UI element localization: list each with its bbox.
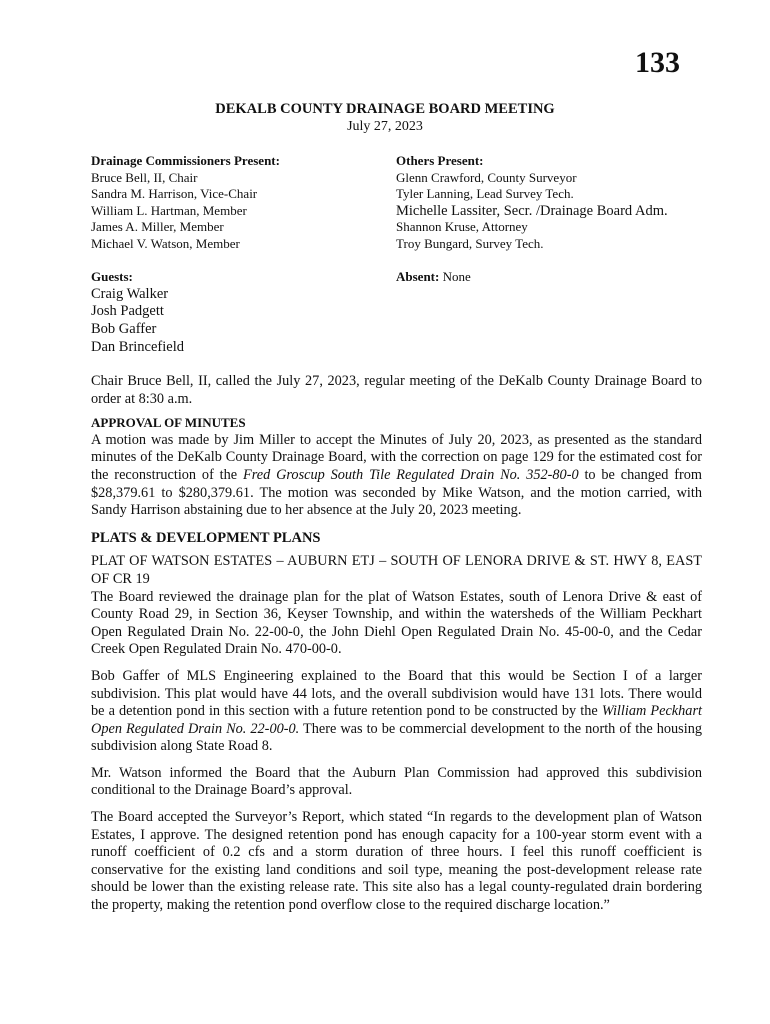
approval-heading: APPROVAL OF MINUTES	[91, 415, 246, 431]
gaffer-text-a: Bob Gaffer of MLS Engineering explained to the Board that this would be Section I of a larger subdivision. This plat would have 44 lots, and the overall subdivision would have 131 lots. There would be a detention pond in this section with a future retention pond to be constructed by the	[91, 667, 702, 720]
guest-item: Dan Brincefield	[91, 338, 185, 355]
commissioner-item: James A. Miller, Member	[91, 219, 224, 235]
plat-paragraph-review: The Board reviewed the drainage plan for the plat of Watson Estates, south of Lenora Drive & east of County Road 29, in Section 36, Keyser Township, and within the watersheds of the William Peckhart Open Regulated Drain No. 22-00-0, the John Diehl Open Regulated Drain No. 45-00-0, and the Cedar Creek Open Regulated Drain No. 470-00-0.	[91, 588, 702, 658]
others-heading: Others Present:	[396, 153, 484, 168]
others-item: Troy Bungard, Survey Tech.	[396, 235, 544, 251]
meeting-date: July 27, 2023	[347, 119, 423, 134]
plats-heading: PLATS & DEVELOPMENT PLANS	[91, 529, 321, 546]
absent-value: None	[442, 269, 471, 284]
commissioner-item: William L. Hartman, Member	[91, 202, 247, 218]
document-title: DEKALB COUNTY DRAINAGE BOARD MEETING	[215, 101, 555, 117]
guest-item: Josh Padgett	[91, 303, 164, 320]
commissioners-section	[91, 153, 381, 253]
commissioner-item: Bruce Bell, II, Chair	[91, 169, 198, 185]
commissioners-heading: Drainage Commissioners Present:	[91, 153, 280, 168]
commissioner-item: Sandra M. Harrison, Vice-Chair	[91, 186, 258, 202]
document-body	[91, 373, 702, 924]
guests-heading: Guests:	[91, 269, 133, 284]
absent-section	[396, 269, 471, 286]
approval-text-a: A motion was made by Jim Miller to accept the Minutes of July 20, 2023, as presented as the standard minutes of the DeKalb County Drainage Board, with the correction on page 129 for the estimated cost for the reconstruction of the	[91, 431, 702, 483]
others-item: Glenn Crawford, County Surveyor	[396, 169, 577, 185]
plat-title: PLAT OF WATSON ESTATES – AUBURN ETJ – SOUTH OF LENORA DRIVE & ST. HWY 8, EAST OF CR 19	[91, 553, 702, 587]
plat-paragraph-surveyor-report: The Board accepted the Surveyor’s Report, which stated “In regards to the development plan of Watson Estates, I approve. The designed retention pond has enough capacity for a 100-year storm event with a runoff coefficient of 0.2 cfs and a storm duration of three hours. I feel this runoff coefficient is conservative for the existing land conditions and soil type, meaning the post-development release rate should be lower than the existing release rate. This site also has a legal county-regulated drain bordering the property, making the retention pond overflow close to the required discharge location.”	[91, 809, 702, 914]
approval-text-b: to be changed from $28,379.61 to $280,379.61. The motion was seconded by Mike Watson, and the motion carried, with Sandy Harrison abstaining due to her absence at the July 20, 2023 meeting.	[91, 466, 702, 519]
guest-item: Craig Walker	[91, 285, 169, 302]
others-item: Michelle Lassiter, Secr. /Drainage Board Adm.	[396, 202, 668, 219]
approval-drain-name: Fred Groscup South Tile Regulated Drain No. 352-80-0	[242, 466, 579, 483]
page-number: 133	[635, 46, 680, 79]
plat-paragraph-watson: Mr. Watson informed the Board that the Auburn Plan Commission had approved this subdivision conditional to the Drainage Board’s approval.	[91, 764, 702, 799]
guests-section	[91, 269, 341, 356]
approval-paragraph	[91, 432, 702, 520]
others-section	[396, 153, 716, 253]
call-to-order-paragraph: Chair Bruce Bell, II, called the July 27, 2023, regular meeting of the DeKalb County Drainage Board to order at 8:30 a.m.	[91, 373, 702, 407]
others-item: Shannon Kruse, Attorney	[396, 219, 528, 235]
commissioner-item: Michael V. Watson, Member	[91, 235, 240, 251]
plat-paragraph-gaffer	[91, 668, 702, 756]
gaffer-text-b: There was to be commercial development to the north of the housing subdivision along State Road 8.	[91, 720, 703, 755]
guest-item: Bob Gaffer	[91, 321, 157, 337]
absent-label: Absent:	[396, 269, 440, 284]
others-item: Tyler Lanning, Lead Survey Tech.	[396, 186, 574, 202]
gaffer-drain-name: William Peckhart Open Regulated Drain No. 22-00-0.	[91, 703, 702, 737]
